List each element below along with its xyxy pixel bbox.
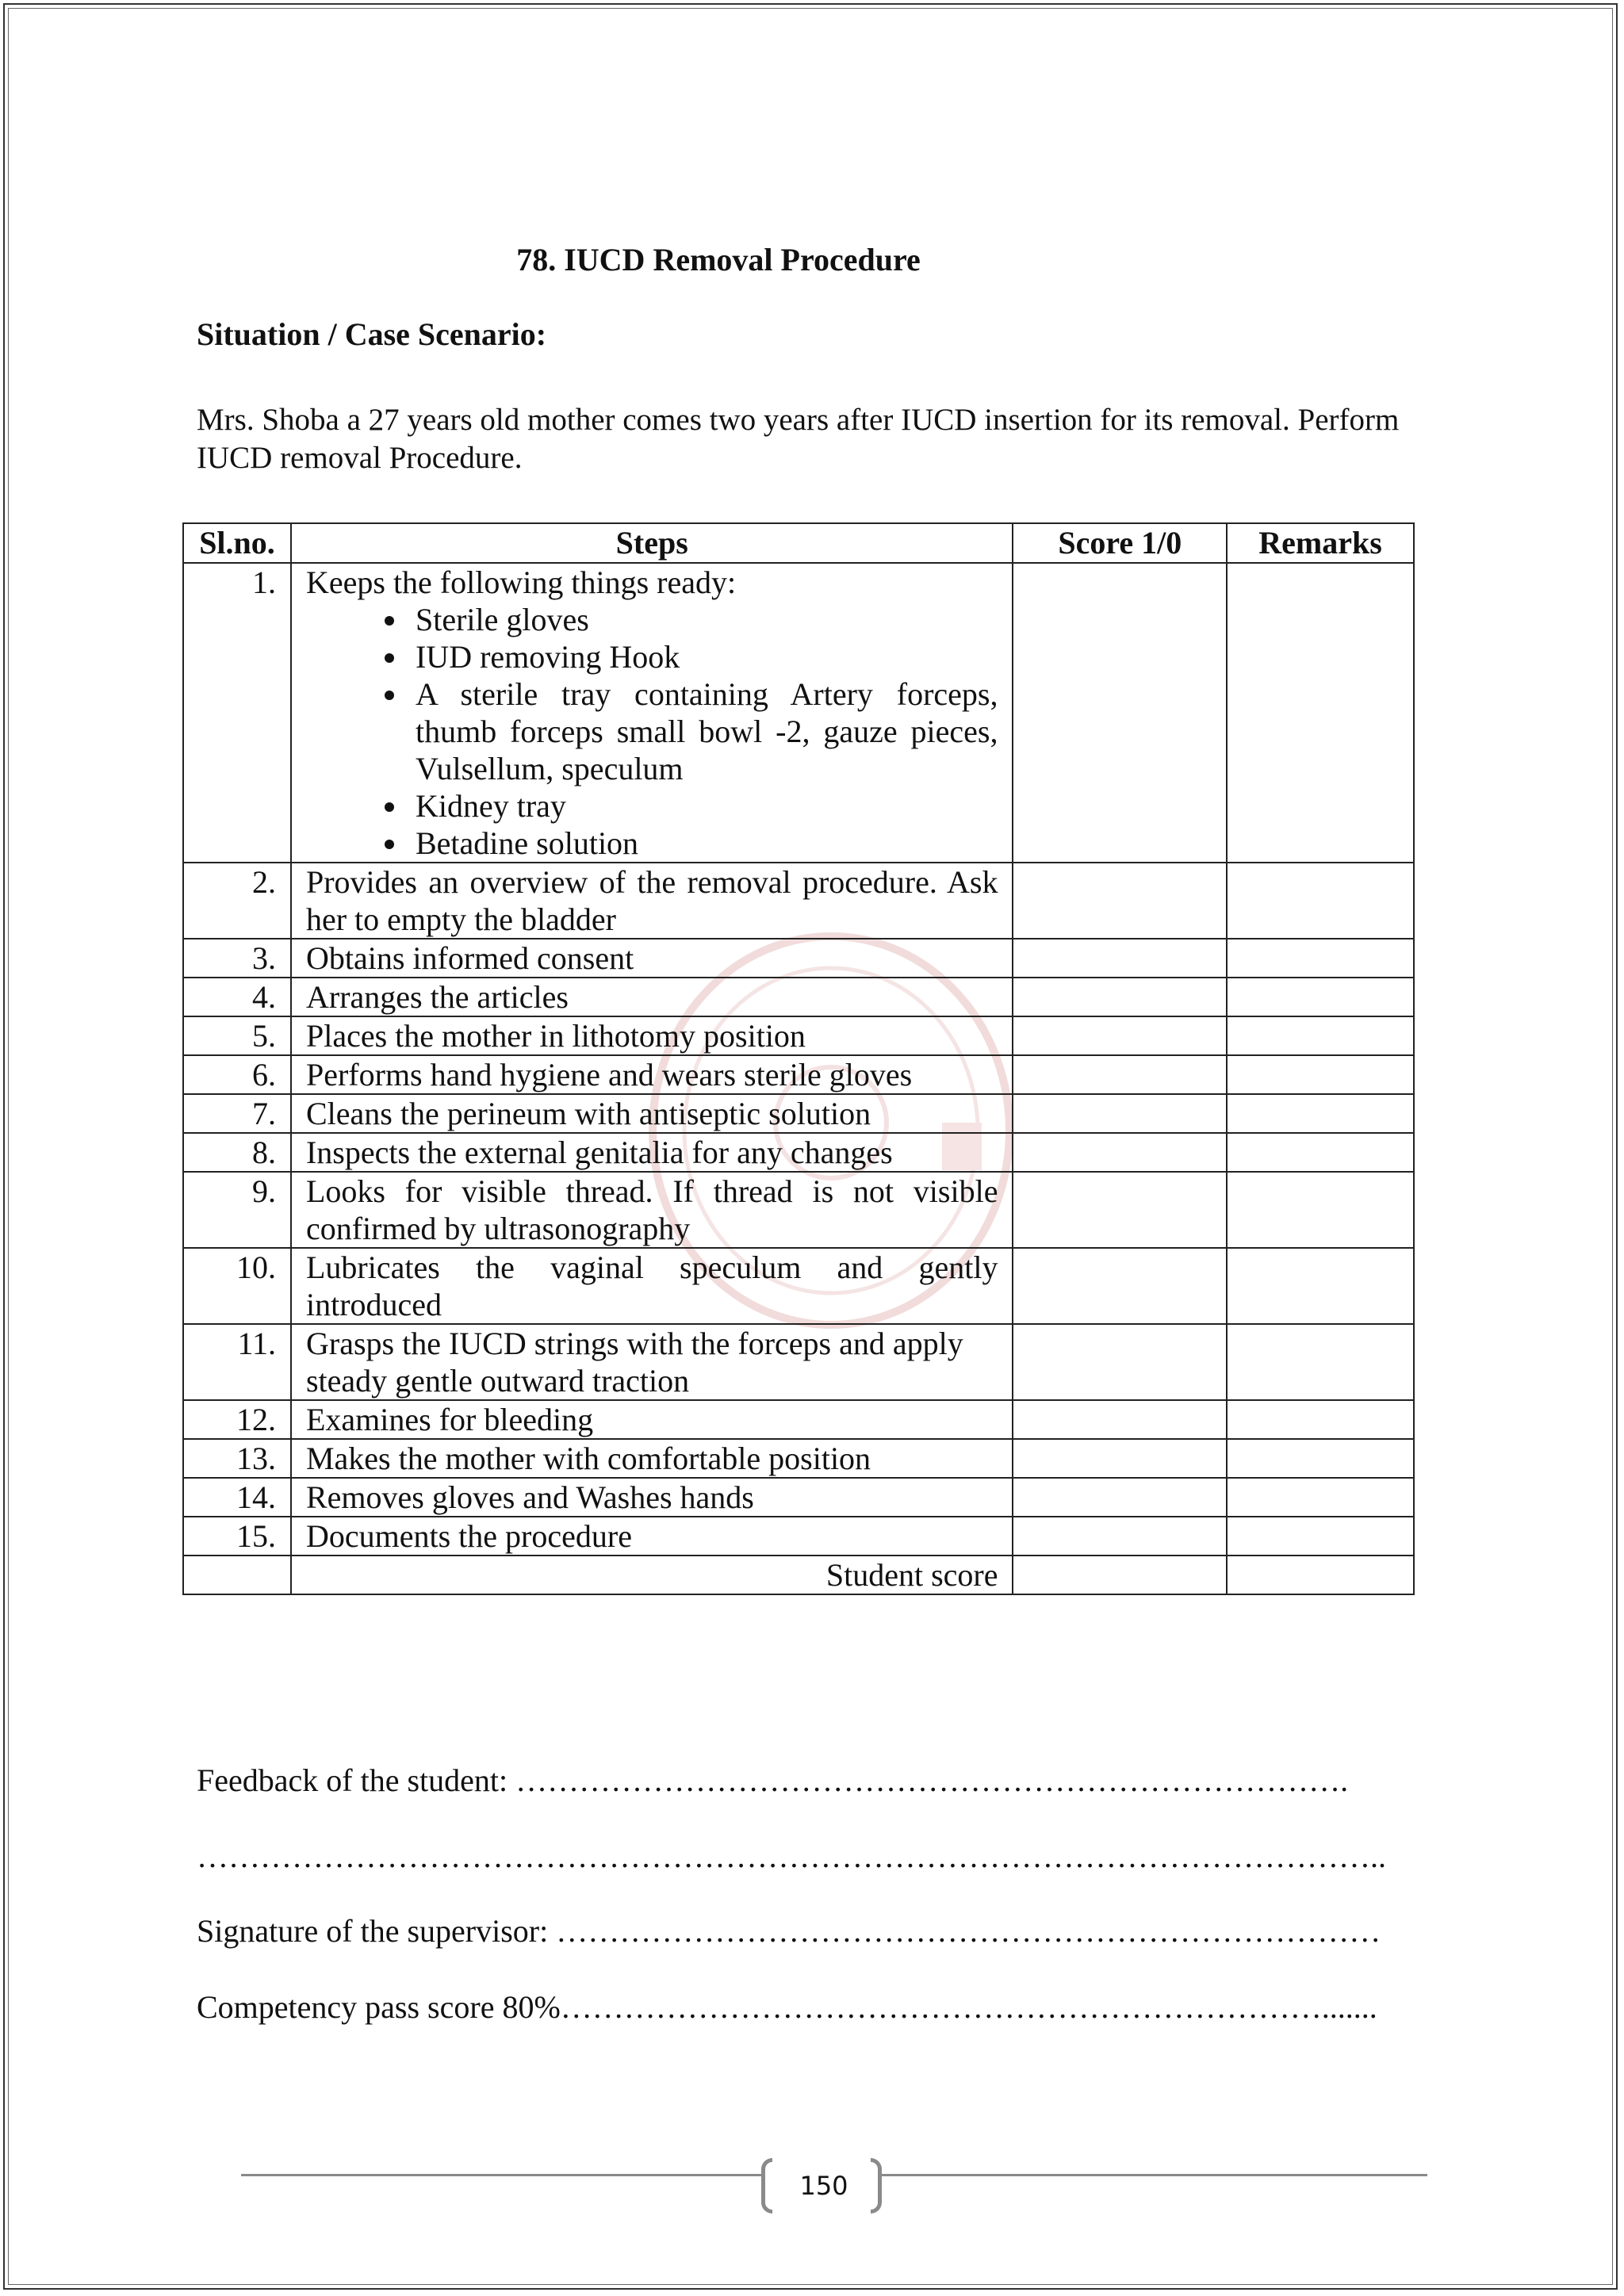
table-row bbox=[183, 1016, 1414, 1055]
row-number: 11. bbox=[183, 1324, 291, 1400]
student-score-row bbox=[183, 1556, 1414, 1594]
score-cell bbox=[1013, 1016, 1227, 1055]
list-item: • Betadine solution bbox=[409, 825, 998, 862]
remarks-cell bbox=[1227, 978, 1414, 1016]
row-step: Lubricates the vaginal speculum and gently introduced bbox=[291, 1248, 1013, 1324]
row-step: Looks for visible thread. If thread is not visible confirmed by ultrasonography bbox=[291, 1172, 1013, 1248]
row-number: 8. bbox=[183, 1133, 291, 1172]
row-number: 2. bbox=[183, 863, 291, 939]
remarks-cell bbox=[1227, 1133, 1414, 1172]
row-number: 14. bbox=[183, 1478, 291, 1517]
remarks-cell bbox=[1227, 939, 1414, 978]
step-text: Keeps the following things ready: bbox=[305, 564, 737, 600]
total-score-cell bbox=[1013, 1556, 1227, 1594]
score-cell bbox=[1013, 1517, 1227, 1556]
list-item: • A sterile tray containing Artery forceps, thumb forceps small bowl -2, gauze pieces, Vulsellum, speculum bbox=[409, 675, 998, 787]
table-row bbox=[183, 1172, 1414, 1248]
header-remarks: Remarks bbox=[1227, 523, 1414, 563]
list-item: • Kidney tray bbox=[409, 787, 998, 825]
row-step: Obtains informed consent bbox=[291, 939, 1013, 978]
table-row bbox=[183, 1055, 1414, 1094]
remarks-cell bbox=[1227, 863, 1414, 939]
situation-heading: Situation / Case Scenario: bbox=[197, 316, 547, 352]
remarks-cell bbox=[1227, 1324, 1414, 1400]
table-row bbox=[183, 1324, 1414, 1400]
row-step: Arranges the articles bbox=[291, 978, 1013, 1016]
row-number: 15. bbox=[183, 1517, 291, 1556]
total-number-cell bbox=[183, 1556, 291, 1594]
score-cell bbox=[1013, 1133, 1227, 1172]
remarks-cell bbox=[1227, 1517, 1414, 1556]
row-step: Provides an overview of the removal procedure. Ask her to empty the bladder bbox=[291, 863, 1013, 939]
score-cell bbox=[1013, 1248, 1227, 1324]
row-step: Cleans the perineum with antiseptic solution bbox=[291, 1094, 1013, 1133]
page-number-bracket-right bbox=[871, 2158, 882, 2214]
table-row bbox=[183, 1478, 1414, 1517]
table-row bbox=[183, 939, 1414, 978]
page-number-bracket-left bbox=[761, 2158, 772, 2214]
procedure-checklist-table bbox=[182, 522, 1415, 1595]
feedback-dotted-line: ………………………………………………………………………………………………….. bbox=[197, 1839, 1386, 1874]
page-title: 78. IUCD Removal Procedure bbox=[516, 242, 921, 277]
row-number: 4. bbox=[183, 978, 291, 1016]
table-header-row bbox=[183, 523, 1414, 563]
table-row bbox=[183, 1248, 1414, 1324]
score-cell bbox=[1013, 1055, 1227, 1094]
score-cell bbox=[1013, 1478, 1227, 1517]
row-number: 9. bbox=[183, 1172, 291, 1248]
row-number: 10. bbox=[183, 1248, 291, 1324]
table-row bbox=[183, 1439, 1414, 1478]
row-number: 3. bbox=[183, 939, 291, 978]
score-cell bbox=[1013, 1400, 1227, 1439]
table-row bbox=[183, 1517, 1414, 1556]
header-score: Score 1/0 bbox=[1013, 523, 1227, 563]
row-step: Inspects the external genitalia for any changes bbox=[291, 1133, 1013, 1172]
table-row bbox=[183, 563, 1414, 863]
row-number: 6. bbox=[183, 1055, 291, 1094]
score-cell bbox=[1013, 1172, 1227, 1248]
score-cell bbox=[1013, 863, 1227, 939]
remarks-cell bbox=[1227, 1016, 1414, 1055]
table-row bbox=[183, 863, 1414, 939]
row-number: 1. bbox=[183, 563, 291, 863]
score-cell bbox=[1013, 978, 1227, 1016]
row-number: 12. bbox=[183, 1400, 291, 1439]
score-cell bbox=[1013, 1439, 1227, 1478]
row-number: 13. bbox=[183, 1439, 291, 1478]
header-steps: Steps bbox=[291, 523, 1013, 563]
score-cell bbox=[1013, 939, 1227, 978]
row-step: Makes the mother with comfortable position bbox=[291, 1439, 1013, 1478]
feedback-line: Feedback of the student: ……………………………………………………………………. bbox=[197, 1762, 1349, 1798]
score-cell bbox=[1013, 1094, 1227, 1133]
row-number: 7. bbox=[183, 1094, 291, 1133]
remarks-cell bbox=[1227, 1094, 1414, 1133]
row-step: Performs hand hygiene and wears sterile gloves bbox=[291, 1055, 1013, 1094]
list-item: • Sterile gloves bbox=[409, 601, 998, 638]
table-row bbox=[183, 1094, 1414, 1133]
score-cell bbox=[1013, 1324, 1227, 1400]
remarks-cell bbox=[1227, 1400, 1414, 1439]
remarks-cell bbox=[1227, 1478, 1414, 1517]
row-step: Examines for bleeding bbox=[291, 1400, 1013, 1439]
remarks-cell bbox=[1227, 1248, 1414, 1324]
table-row bbox=[183, 1400, 1414, 1439]
remarks-cell bbox=[1227, 563, 1414, 863]
row-step bbox=[291, 563, 1013, 863]
row-number: 5. bbox=[183, 1016, 291, 1055]
row-step: Places the mother in lithotomy position bbox=[291, 1016, 1013, 1055]
row-step: Removes gloves and Washes hands bbox=[291, 1478, 1013, 1517]
footer-rule-right bbox=[882, 2174, 1427, 2176]
table-row bbox=[183, 1133, 1414, 1172]
page-number: 150 bbox=[799, 2171, 848, 2201]
table-row bbox=[183, 978, 1414, 1016]
score-cell bbox=[1013, 563, 1227, 863]
remarks-cell bbox=[1227, 1055, 1414, 1094]
remarks-cell bbox=[1227, 1172, 1414, 1248]
pass-score-line: Competency pass score 80%………………………………………………………………....... bbox=[197, 1989, 1377, 2025]
list-item: • IUD removing Hook bbox=[409, 638, 998, 675]
total-remarks-cell bbox=[1227, 1556, 1414, 1594]
scenario-text: Mrs. Shoba a 27 years old mother comes two years after IUCD insertion for its removal. Perform IUCD removal Procedure. bbox=[197, 403, 1400, 475]
header-slno: Sl.no. bbox=[183, 523, 291, 563]
footer-rule-left bbox=[241, 2174, 761, 2176]
row-step: Grasps the IUCD strings with the forceps and apply steady gentle outward traction bbox=[291, 1324, 1013, 1400]
supervisor-signature-line: Signature of the supervisor: …………………………………………………………………… bbox=[197, 1913, 1381, 1949]
row-step: Documents the procedure bbox=[291, 1517, 1013, 1556]
student-score-label: Student score bbox=[291, 1556, 1013, 1594]
items-list bbox=[306, 601, 998, 862]
remarks-cell bbox=[1227, 1439, 1414, 1478]
